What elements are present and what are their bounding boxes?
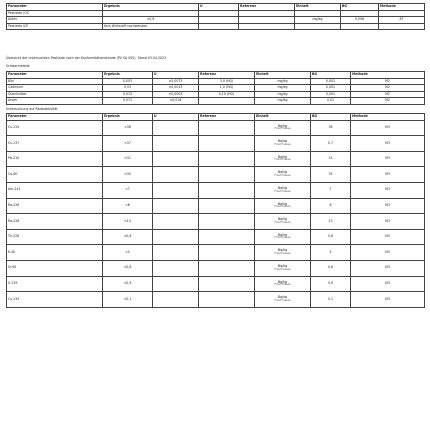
cell-u — [153, 182, 199, 198]
header-ergebnis: Ergebnis — [103, 4, 199, 11]
cell-methode — [379, 10, 425, 17]
table-row — [7, 78, 425, 85]
cell-einheit — [255, 120, 311, 136]
cell-methode: M3 — [351, 198, 425, 214]
cell-methode: M2 — [351, 85, 425, 92]
cell-referenz — [199, 182, 255, 198]
cell-bg: 0,006 — [341, 17, 379, 24]
cell-methode: M3 — [351, 260, 425, 276]
cell-u — [153, 214, 199, 230]
header-einheit: Einheit — [295, 4, 341, 11]
cell-bg: 36 — [311, 120, 351, 136]
cell-ergebnis: <37 — [103, 136, 153, 152]
cell-ergebnis: 0,053 — [103, 78, 153, 85]
unit-basis: Frischmasse — [274, 174, 291, 178]
pesticide-note: Übersicht der untersuchten Pestizide nach der Konformitätsmethode (PV SA 005), Stand 03.04.2023 — [6, 56, 167, 60]
cell-methode: M3 — [351, 182, 425, 198]
cell-ergebnis: <36 — [103, 120, 153, 136]
table-row — [7, 260, 425, 276]
cell-einheit: mg/kg — [255, 91, 311, 98]
cell-referenz — [199, 167, 255, 183]
cell-bg — [341, 23, 379, 30]
cell-einheit — [295, 23, 341, 30]
table-row — [7, 214, 425, 230]
header-referenz: Referenz — [239, 4, 295, 11]
table-row — [7, 182, 425, 198]
cell-methode: M2 — [351, 98, 425, 105]
cell-bg: 31 — [311, 151, 351, 167]
section-title-heavy-metals: Schwermetalle — [6, 64, 30, 68]
cell-parameter: Cadmium — [7, 85, 103, 92]
cell-parameter: U-235 — [7, 276, 103, 292]
table-row — [7, 120, 425, 136]
cell-u — [153, 198, 199, 214]
cell-referenz — [199, 120, 255, 136]
cell-parameter: Pestizide ICE — [7, 23, 103, 30]
cell-einheit — [255, 198, 311, 214]
cell-methode: M3 — [351, 151, 425, 167]
cell-einheit — [255, 136, 311, 152]
cell-methode: M3 — [351, 276, 425, 292]
unit-value: Bq/kg — [277, 264, 288, 269]
cell-einheit — [255, 245, 311, 261]
table-row — [7, 151, 425, 167]
cell-u: ±0,0073 — [153, 78, 199, 85]
cell-referenz: 3,0 (HG) — [199, 78, 255, 85]
cell-bg: 0,9 — [311, 276, 351, 292]
cell-referenz: 0,10 (HG) — [199, 91, 255, 98]
cell-u — [153, 292, 199, 308]
cell-ergebnis: <0,8 — [103, 229, 153, 245]
table-row — [7, 85, 425, 92]
unit-value: Bq/kg — [277, 279, 288, 284]
unit-value: Bq/kg — [277, 139, 288, 144]
table-row — [7, 136, 425, 152]
cell-ergebnis: 0,071 — [103, 98, 153, 105]
cell-methode: M3 — [351, 229, 425, 245]
cell-parameter: Arsen — [7, 98, 103, 105]
header-u: U — [153, 72, 199, 79]
cell-referenz — [199, 260, 255, 276]
table-row — [7, 229, 425, 245]
cell-ergebnis: Kein Wirkstoff nachweisbar — [103, 23, 199, 30]
cell-u — [153, 151, 199, 167]
cell-bg — [341, 10, 379, 17]
header-einheit: Einheit — [255, 114, 311, 121]
table-row — [7, 23, 425, 30]
cell-referenz — [199, 136, 255, 152]
header-u: U — [153, 114, 199, 121]
header-bg: BG — [311, 114, 351, 121]
cell-bg: 7 — [311, 182, 351, 198]
unit-value: Bq/kg — [277, 186, 288, 191]
cell-bg: 0,001 — [311, 78, 351, 85]
cell-ergebnis: <0,9 — [103, 276, 153, 292]
cell-methode: M3 — [351, 167, 425, 183]
cell-u — [153, 260, 199, 276]
cell-ergebnis: <8 — [103, 198, 153, 214]
unit-value: Bq/kg — [277, 217, 288, 222]
cell-parameter: Ra-226 — [7, 198, 103, 214]
cell-ergebnis: <13 — [103, 214, 153, 230]
cell-einheit — [255, 151, 311, 167]
cell-einheit — [255, 167, 311, 183]
cell-ergebnis: <35 — [103, 167, 153, 183]
cell-parameter: Am-241 — [7, 182, 103, 198]
cell-ergebnis: <31 — [103, 151, 153, 167]
unit-basis: Frischmasse — [274, 220, 291, 224]
header-methode: Methode — [351, 114, 425, 121]
table-row — [7, 91, 425, 98]
cell-bg: 35 — [311, 167, 351, 183]
unit-value: Bq/kg — [277, 170, 288, 175]
cell-einheit — [255, 229, 311, 245]
cell-ergebnis — [103, 10, 199, 17]
table-row — [7, 245, 425, 261]
unit-basis: Frischmasse — [274, 127, 291, 131]
cell-bg: 0,8 — [311, 260, 351, 276]
table-row — [7, 276, 425, 292]
table-header-row — [7, 72, 425, 79]
cell-einheit — [255, 276, 311, 292]
cell-parameter: Aldrin — [7, 17, 103, 24]
cell-parameter: Cs-134 — [7, 120, 103, 136]
cell-einheit — [255, 292, 311, 308]
header-methode: Methode — [351, 72, 425, 79]
unit-value: Bq/kg — [277, 201, 288, 206]
header-referenz: Referenz — [199, 72, 255, 79]
section-title-radioactivity: Untersuchung auf Radioaktivität — [6, 107, 58, 111]
cell-bg: 0,001 — [311, 91, 351, 98]
cell-bg: 0,7 — [311, 136, 351, 152]
cell-methode: M3 — [351, 214, 425, 230]
cell-referenz — [199, 229, 255, 245]
unit-basis: Frischmasse — [274, 142, 291, 146]
cell-bg: 5 — [311, 245, 351, 261]
unit-basis: Frischmasse — [274, 267, 291, 271]
cell-referenz — [239, 17, 295, 24]
cell-parameter: Sr-90 — [7, 260, 103, 276]
cell-methode: AT — [379, 17, 425, 24]
unit-basis: Frischmasse — [274, 298, 291, 302]
cell-ergebnis: <5 — [103, 245, 153, 261]
table-header-row — [7, 4, 425, 11]
cell-u — [153, 167, 199, 183]
cell-u — [153, 245, 199, 261]
cell-ergebnis: 0,03 — [103, 85, 153, 92]
cell-bg: 8 — [311, 198, 351, 214]
cell-einheit: mg/kg — [255, 85, 311, 92]
cell-methode: M3 — [351, 245, 425, 261]
cell-ergebnis: <0,8 — [103, 260, 153, 276]
header-parameter: Parameter — [7, 72, 103, 79]
cell-u — [153, 276, 199, 292]
cell-u — [153, 120, 199, 136]
cell-parameter: Pb-210 — [7, 151, 103, 167]
cell-u — [199, 23, 239, 30]
cell-methode: M2 — [351, 91, 425, 98]
cell-u — [153, 229, 199, 245]
cell-einheit — [255, 260, 311, 276]
cell-u: ±0,0013 — [153, 85, 199, 92]
cell-bg: 0,001 — [311, 85, 351, 92]
table-row — [7, 98, 425, 105]
unit-basis: Frischmasse — [274, 252, 291, 256]
cell-referenz — [199, 245, 255, 261]
table-row — [7, 10, 425, 17]
cell-methode: M3 — [351, 292, 425, 308]
unit-value: Bq/kg — [277, 295, 288, 300]
cell-u — [153, 136, 199, 152]
cell-ergebnis: 0,013 — [103, 91, 153, 98]
cell-bg: 0,1 — [311, 292, 351, 308]
table-row — [7, 198, 425, 214]
radioactivity-table — [6, 113, 425, 308]
cell-methode: M2 — [351, 78, 425, 85]
cell-ergebnis: <0,1 — [103, 292, 153, 308]
header-methode: Methode — [379, 4, 425, 11]
cell-einheit — [255, 182, 311, 198]
cell-einheit: mg/kg — [255, 98, 311, 105]
cell-parameter: Th-228 — [7, 229, 103, 245]
header-parameter: Parameter — [7, 4, 103, 11]
cell-referenz — [199, 98, 255, 105]
header-u: U — [199, 4, 239, 11]
cell-referenz — [199, 214, 255, 230]
table-row — [7, 17, 425, 24]
cell-referenz — [199, 292, 255, 308]
cell-parameter: Pestizide (OC — [7, 10, 103, 17]
cell-bg: 0,01 — [311, 98, 351, 105]
cell-u — [199, 17, 239, 24]
cell-einheit — [255, 214, 311, 230]
unit-value: Bq/kg — [277, 248, 288, 253]
header-bg: BG — [311, 72, 351, 79]
cell-parameter: Co-60 — [7, 167, 103, 183]
cell-referenz: 1,0 (HG) — [199, 85, 255, 92]
unit-basis: Frischmasse — [274, 283, 291, 287]
cell-u: ±0,016 — [153, 98, 199, 105]
unit-basis: Frischmasse — [274, 158, 291, 162]
heavy-metals-table — [6, 71, 425, 105]
header-referenz: Referenz — [199, 114, 255, 121]
cell-referenz — [199, 276, 255, 292]
header-ergebnis: Ergebnis — [103, 72, 153, 79]
cell-einheit: mg/kg — [295, 17, 341, 24]
cell-referenz — [239, 10, 295, 17]
cell-ergebnis: <0,6 — [103, 17, 199, 24]
table-row — [7, 292, 425, 308]
cell-parameter: Cs-134 — [7, 292, 103, 308]
cell-methode — [379, 23, 425, 30]
cell-einheit: mg/kg — [255, 78, 311, 85]
cell-parameter: Blei — [7, 78, 103, 85]
unit-value: Bq/kg — [277, 154, 288, 159]
header-einheit: Einheit — [255, 72, 311, 79]
cell-parameter: Quecksilber — [7, 91, 103, 98]
unit-value: Bq/kg — [277, 232, 288, 237]
unit-basis: Frischmasse — [274, 189, 291, 193]
header-bg: BG — [341, 4, 379, 11]
cell-u: ±0,0003 — [153, 91, 199, 98]
cell-parameter: K-40 — [7, 245, 103, 261]
cell-ergebnis: <7 — [103, 182, 153, 198]
table-header-row — [7, 114, 425, 121]
header-ergebnis: Ergebnis — [103, 114, 153, 121]
cell-methode: M3 — [351, 136, 425, 152]
unit-basis: Frischmasse — [274, 236, 291, 240]
cell-referenz — [199, 198, 255, 214]
unit-basis: Frischmasse — [274, 205, 291, 209]
unit-value: Bq/kg — [277, 123, 288, 128]
cell-referenz — [199, 151, 255, 167]
cell-bg: 0,8 — [311, 229, 351, 245]
cell-parameter: Cs-137 — [7, 136, 103, 152]
cell-methode: M3 — [351, 120, 425, 136]
top-results-table — [6, 3, 425, 30]
cell-bg: 13 — [311, 214, 351, 230]
cell-referenz — [239, 23, 295, 30]
cell-parameter: Ra-228 — [7, 214, 103, 230]
header-parameter: Parameter — [7, 114, 103, 121]
table-row — [7, 167, 425, 183]
cell-u — [199, 10, 239, 17]
cell-einheit — [295, 10, 341, 17]
